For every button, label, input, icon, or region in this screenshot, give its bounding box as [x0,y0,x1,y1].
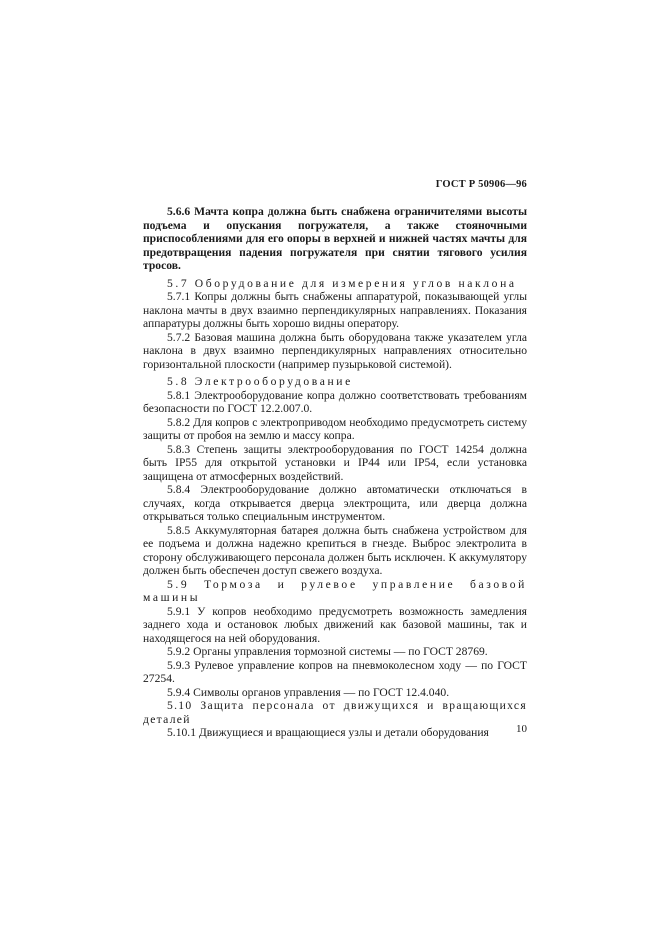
page-number: 10 [516,723,527,735]
paragraph-5-8-2: 5.8.2 Для копров с электроприводом необходимо предусмотреть систему защиты от пробоя на землю и массу копра. [143,415,527,442]
paragraph-5-9-4: 5.9.4 Символы органов управления — по ГОСТ 12.4.040. [167,685,450,699]
document-code: ГОСТ Р 50906—96 [435,179,527,190]
paragraph-5-10-1: 5.10.1 Движущиеся и вращающиеся узлы и детали оборудования [167,726,489,739]
section-title-5-8: 5.8 Электрооборудование [167,375,353,388]
paragraph-5-8-3: 5.8.3 Степень защиты электрооборудования по ГОСТ 14254 должна быть IP55 для открытой установки и IP44 или IP54, если установка защищена от атмосферных воздействий. [143,442,527,483]
paragraph-5-7-1: 5.7.1 Копры должны быть снабжены аппаратурой, показывающей углы наклона мачты в двух взаимно перпендикулярных направлениях. Показания аппаратуры должны быть хорошо видны оператору. [143,290,527,330]
paragraph-5-7-2: 5.7.2 Базовая машина должна быть оборудована также указателем угла наклона в двух взаимно перпендикулярных направлениях относительно горизонтальной плоскости (например пузырьковой системой). [143,330,527,371]
paragraph-5-8-5: 5.8.5 Аккумуляторная батарея должна быть снабжена устройством для ее подъема и должна надежно крепиться в гнезде. Выброс электролита в сторону обслуживающего персонала должен быть исключен. К аккумулятору должен быть обеспечен доступ свежего воздуха. [143,523,527,577]
paragraph-5-9-2: 5.9.2 Органы управления тормозной системы — по ГОСТ 28769. [167,645,488,658]
paragraph-5-6-6: 5.6.6 Мачта копра должна быть снабжена ограничителями высоты подъема и опускания погружателя, а также стояночными приспособлениями для его опоры в верхней и нижней частях мачты для предотвращения падения погружателя при снятии тягового усилия тросов. [143,205,527,272]
section-title-5-10: 5.10 Защита персонала от движущихся и вращающихся деталей [143,699,527,726]
document-body [143,205,527,740]
paragraph-5-8-1: 5.8.1 Электрооборудование копра должно соответствовать требованиям безопасности по ГОСТ 12.2.007.0. [143,388,527,415]
paragraph-5-9-1: 5.9.1 У копров необходимо предусмотреть возможность замедления заднего хода и остановок любых движений как базовой машины, так и находящегося на ней оборудования. [143,604,527,645]
section-title-5-7: 5.7 Оборудование для измерения углов наклона [167,276,517,290]
paragraph-5-8-4: 5.8.4 Электрооборудование должно автоматически отключаться в случаях, когда открывается дверца электрощита, или дверца должна открываться только специальным инструментом. [143,483,527,523]
paragraph-5-9-3: 5.9.3 Рулевое управление копров на пневмоколесном ходу — по ГОСТ 27254. [143,658,527,685]
section-title-5-9: 5.9 Тормоза и рулевое управление базовой машины [143,577,527,604]
